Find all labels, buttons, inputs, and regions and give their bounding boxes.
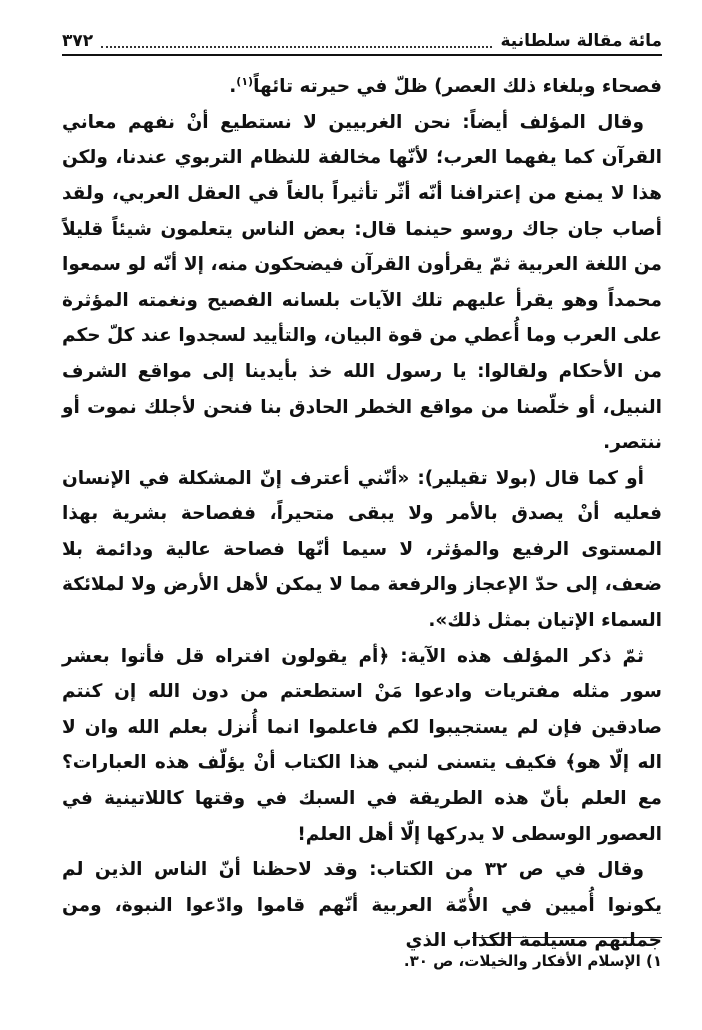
paragraph [62,64,662,105]
paragraph: أو كما قال (بولا تقيلير): «أنّني أعترف إنّ المشكلة في الإنسان فعليه أنْ يصدق بالأمر ولا يبقى متحيراً، ففصاحة بشرية بهذا المستوى الرفيع والمؤثر، لا سيما أنّها فصاحة عالية ودائمة بلا ضعف، إلى حدّ الإعجاز والرفعة مما لا يمكن لأهل الأرض ولا لملائكة السماء الإتيان بمثل ذلك». [62,467,662,632]
paragraph: وقال المؤلف أيضاً: نحن الغربيين لا نستطيع أنْ نفهم معاني القرآن كما يفهما العرب؛ لأنّها مخالفة للنظام التربوي عندنا، ولكن هذا لا يمنع من إعترافنا أنّه أثّر تأثيراً بالغاً في العقل العربي، ولقد أصاب جان جاك روسو حينما قال: بعض الناس يتعلمون شيئاً قليلاً من اللغة العربية ثمّ يقرأون القرآن فيضحكون منه، إلا أنّه لو سمعوا محمداً وهو يقرأ عليهم تلك الآيات بلسانه الفصيح ونغمته المؤثرة على العرب وما أُعطي من قوة البيان، والتأييد لسجدوا عند كلّ حكم من الأحكام ولقالوا: يا رسول الله خذ بأيدينا إلى مواقع الشرف النبيل، أو خلّصنا من مواقع الخطر الحادق بنا فنحن لأجلك نموت أو ننتصر. [62,111,662,454]
footnote-reference: (١) [236,75,254,88]
body-text [62,64,662,959]
footnote-divider [472,937,662,938]
paragraph: ثمّ ذكر المؤلف هذه الآية: ﴿أم يقولون افتراه قل فأتوا بعشر سور مثله مفتريات وادعوا مَنْ استطعتم من دون الله إن كنتم صادقين فإن لم يستجيبوا لكم فاعلموا انما أُنزل بعلم الله وان لا اله إلّا هو﴾ فكيف يتسنى لنبي هذا الكتاب أنْ يؤلّف هذه العبارات؟ مع العلم بأنّ هذه الطريقة في السبك في وقتها كاللاتينية في العصور الوسطى لا يدركها إلّا أهل العلم! [62,645,662,845]
paragraph: وقال في ص ٣٢ من الكتاب: وقد لاحظنا أنّ الناس الذين لم يكونوا أُميين في الأُمّة العربية أنّهم قاموا وادّعوا النبوة، ومن جملتهم مسيلمة الكذاب الذي [62,859,662,952]
page-header [62,28,662,56]
paragraph-text: فصحاء وبلغاء ذلك العصر) ظلّ في حيرته تائهاً [253,76,662,98]
page-number: ٣٧٢ [62,31,94,51]
footnote: ١) الإسلام الأفكار والخيلات، ص ٣٠. [403,952,662,970]
header-leader-dots [101,34,492,48]
paragraph-tail: . [229,76,237,98]
running-title: مائة مقالة سلطانية [500,31,662,51]
